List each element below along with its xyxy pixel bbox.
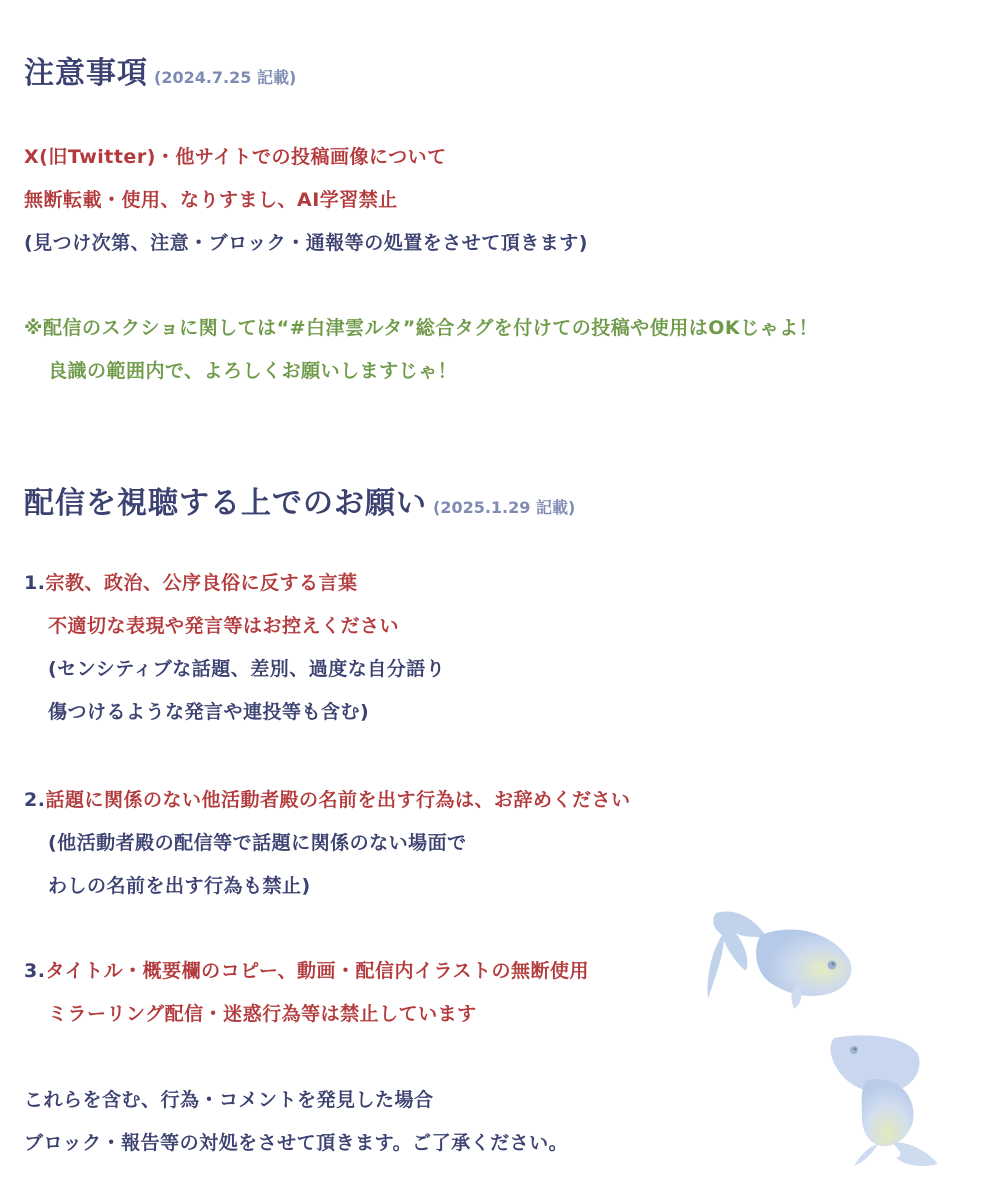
rule-1-line-2: 不適切な表現や発言等はお控えください [48, 615, 400, 637]
rule-1-line-4: 傷つけるような発言や連投等も含む) [48, 701, 370, 723]
goldfish-illustration-2 [826, 1030, 961, 1170]
rule-2-number: 2. [24, 789, 46, 811]
rule-2-line-2: (他活動者殿の配信等で話題に関係のない場面で [48, 832, 467, 854]
section-1-date: (2024.7.25 記載) [154, 68, 297, 87]
section-2-date: (2025.1.29 記載) [433, 498, 576, 517]
rule-3-number: 3. [24, 960, 46, 982]
rule-2 [24, 779, 630, 908]
notice-line-1: X(旧Twitter)・他サイトでの投稿画像について [24, 146, 447, 168]
section-1-body [24, 136, 588, 265]
rule-1-line-1 [24, 562, 445, 605]
rule-1-line-3: (センシティブな話題、差別、過度な自分語り [48, 658, 446, 680]
rule-1-number: 1. [24, 572, 46, 594]
section-1-heading [24, 48, 296, 92]
section-2-title: 配信を視聴する上でのお願い [24, 486, 427, 521]
closing [24, 1079, 568, 1165]
notice-line-2: 無断転載・使用、なりすまし、AI学習禁止 [24, 189, 398, 211]
section-1-title: 注意事項 [24, 56, 148, 91]
rule-2-line-1 [24, 779, 630, 822]
goldfish-illustration-1 [706, 905, 866, 1010]
rule-2-line-3: わしの名前を出す行為も禁止) [48, 875, 311, 897]
rule-1-text-1: 宗教、政治、公序良俗に反する言葉 [45, 572, 358, 594]
rule-3 [24, 950, 589, 1036]
rule-3-text-1: タイトル・概要欄のコピー、動画・配信内イラストの無断使用 [45, 960, 589, 982]
note-line-2: 良識の範囲内で、よろしくお願いしますじゃ！ [48, 360, 458, 382]
rule-2-text-1: 話題に関係のない他活動者殿の名前を出す行為は、お辞めください [45, 789, 631, 811]
closing-line-1: これらを含む、行為・コメントを発見した場合 [24, 1089, 434, 1111]
closing-line-2: ブロック・報告等の対処をさせて頂きます。ご了承ください。 [24, 1132, 569, 1154]
rule-1 [24, 562, 445, 734]
rule-3-line-2: ミラーリング配信・迷惑行為等は禁止しています [48, 1003, 477, 1025]
section-2-heading [24, 478, 575, 522]
rule-3-line-1 [24, 950, 589, 993]
notice-line-3: (見つけ次第、注意・ブロック・通報等の処置をさせて頂きます) [24, 232, 588, 254]
note-line-1: ※配信のスクショに関しては“#白津雲ルタ”総合タグを付けての投稿や使用はOKじゃよ！ [24, 317, 819, 339]
section-1-note [24, 307, 818, 393]
